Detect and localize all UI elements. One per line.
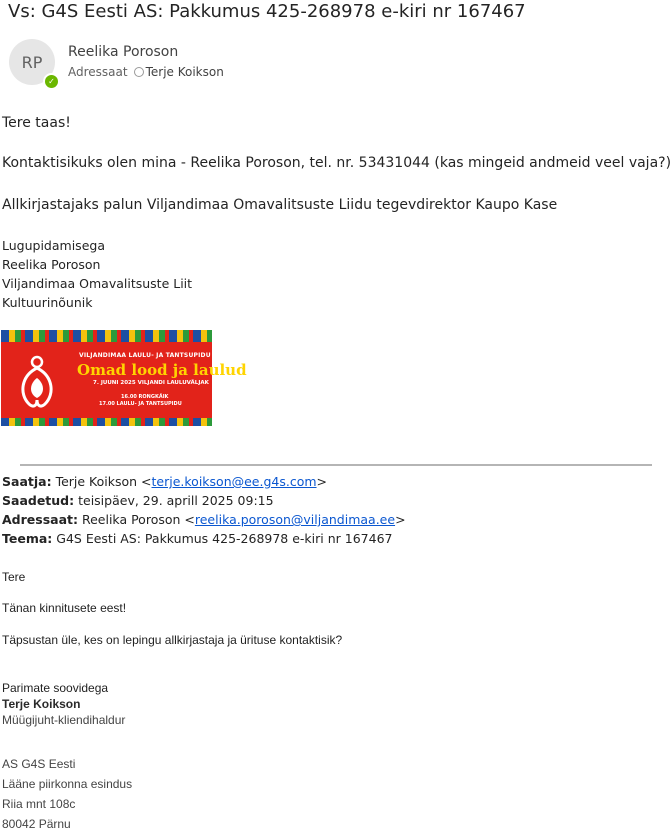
forward-sent-value: teisipäev, 29. aprill 2025 09:15 — [78, 493, 274, 508]
event-banner-image[interactable] — [1, 330, 247, 440]
banner-motif-icon — [15, 354, 59, 412]
quoted-city: 80042 Pärnu — [2, 817, 71, 831]
quoted-sender-name: Terje Koikson — [2, 697, 81, 711]
body-greeting: Tere taas! — [2, 115, 71, 131]
sender-name[interactable]: Reelika Poroson — [68, 44, 179, 60]
forward-to-label: Adressaat: — [2, 512, 78, 527]
quoted-street: Riia mnt 108c — [2, 797, 76, 811]
forward-from-name: Terje Koikson < — [55, 474, 152, 489]
to-label: Adressaat — [68, 65, 128, 79]
forward-from — [2, 474, 327, 489]
quoted-branch: Lääne piirkonna esindus — [2, 777, 133, 791]
quoted-question: Täpsustan üle, kes on lepingu allkirjastaja ja ürituse kontaktisik? — [2, 633, 343, 647]
forward-sent-label: Saadetud: — [2, 493, 75, 508]
banner-sponsor-logos — [1, 426, 212, 440]
avatar-initials: RP — [21, 52, 43, 72]
banner-time-2: 17.00 LAULU- JA TANTSUPIDU — [99, 401, 182, 407]
forward-to-name: Reelika Poroson < — [81, 512, 195, 527]
forward-divider — [20, 464, 652, 466]
banner-title: Omad lood ja laulud — [77, 361, 247, 379]
quoted-sender-role: Müügijuht-kliendihaldur — [2, 713, 126, 727]
presence-available-icon: ✓ — [43, 73, 60, 90]
forward-to-end: > — [395, 512, 406, 527]
forward-subject-label: Teema: — [2, 531, 53, 546]
quoted-regards: Parimate soovidega — [2, 681, 109, 695]
signature-org: Viljandimaa Omavalitsuste Liit — [2, 276, 193, 291]
recipient-name[interactable]: Terje Koikson — [145, 65, 224, 79]
forward-from-label: Saatja: — [2, 474, 52, 489]
quoted-company: AS G4S Eesti — [2, 757, 76, 771]
banner-event-line: VILJANDIMAA LAULU- JA TANTSUPIDU — [79, 352, 211, 359]
signature-closing: Lugupidamisega — [2, 238, 105, 253]
forward-subject — [2, 531, 392, 546]
forward-to — [2, 512, 406, 527]
signature-name: Reelika Poroson — [2, 257, 101, 272]
banner-date: 7. JUUNI 2025 VILJANDI LAULUVÄLJAK — [93, 380, 209, 386]
recipient-row — [68, 65, 224, 79]
forward-from-end: > — [316, 474, 328, 489]
body-contact-line: Kontaktisikuks olen mina - Reelika Poroson, tel. nr. 53431044 (kas mingeid andmeid veel vaja?) — [2, 155, 671, 171]
banner-time-1: 16.00 RONGKÄIK — [121, 394, 169, 400]
forward-subject-value: G4S Eesti AS: Pakkumus 425-268978 e-kiri nr 167467 — [56, 531, 393, 546]
banner-pattern-bottom — [1, 418, 212, 426]
banner-pattern-top — [1, 330, 212, 342]
recipient-status-icon — [134, 67, 144, 77]
email-subject: Vs: G4S Eesti AS: Pakkumus 425-268978 e-kiri nr 167467 — [8, 1, 526, 22]
forward-from-email-link[interactable]: terje.koikson@ee.g4s.com — [151, 474, 317, 489]
quoted-thanks: Tänan kinnitusete eest! — [2, 601, 127, 615]
quoted-greeting: Tere — [2, 570, 26, 584]
forward-to-email-link[interactable]: reelika.poroson@viljandimaa.ee — [194, 512, 396, 527]
forward-sent — [2, 493, 274, 508]
signature-title: Kultuurinõunik — [2, 295, 93, 310]
body-signer-line: Allkirjastajaks palun Viljandimaa Omavalitsuste Liidu tegevdirektor Kaupo Kase — [2, 197, 558, 213]
